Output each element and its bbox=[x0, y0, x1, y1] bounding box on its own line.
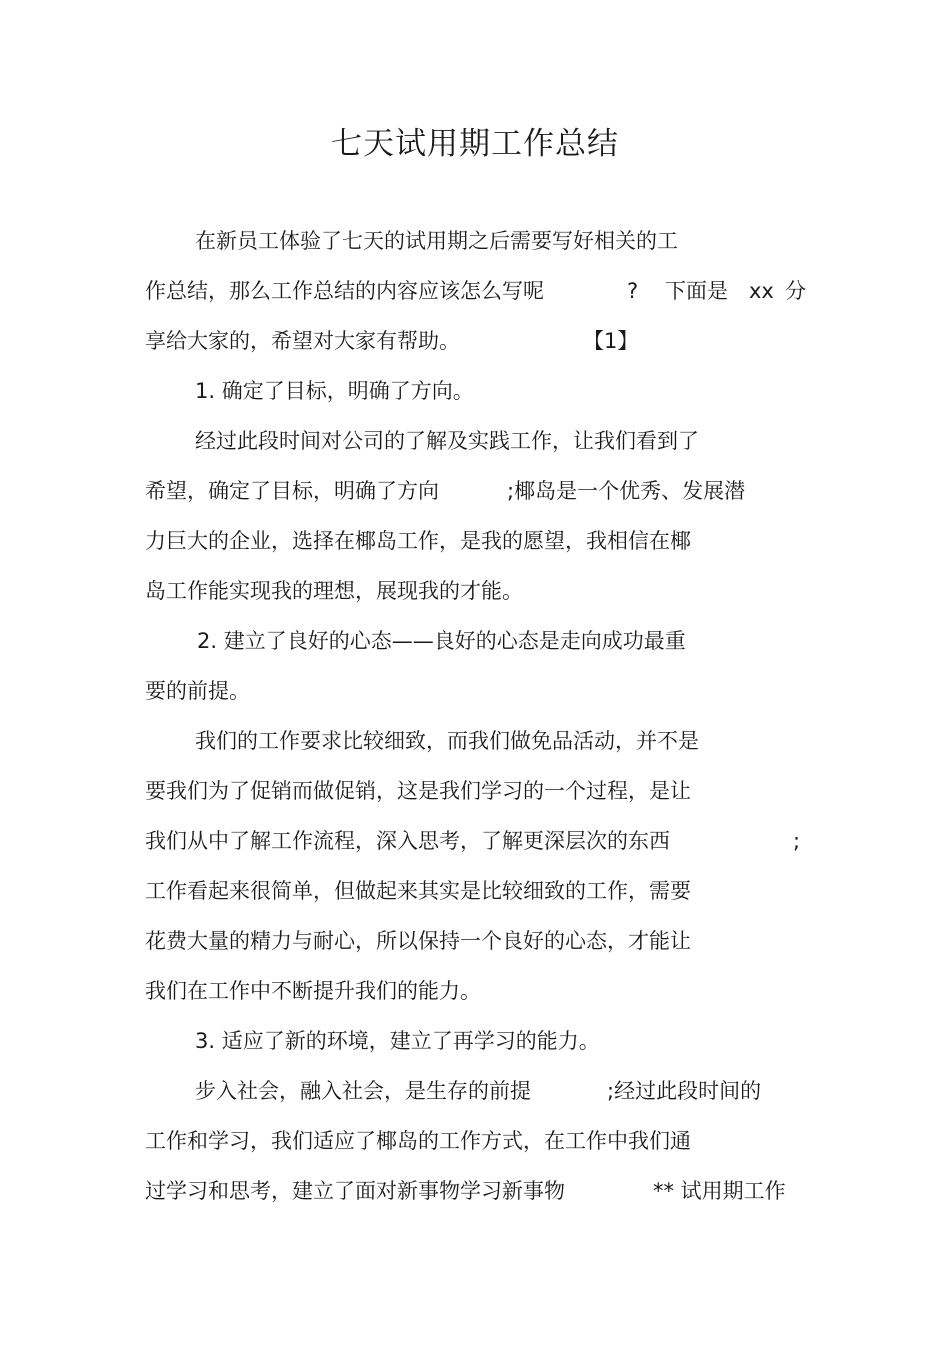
text-segment: 工作看起来很简单，但做起来其实是比较细致的工作，需要 bbox=[145, 879, 691, 903]
text-segment: 我们的工作要求比较细致，而我们做免品活动，并不是 bbox=[195, 729, 699, 753]
text-segment: 要我们为了促销而做促销，这是我们学习的一个过程，是让 bbox=[145, 779, 691, 803]
text-segment: 力巨大的企业，选择在椰岛工作，是我的愿望，我相信在椰 bbox=[145, 529, 691, 553]
text-segment: 希望，确定了目标，明确了方向 bbox=[145, 479, 439, 503]
text-segment: 【1】 bbox=[583, 329, 639, 353]
text-segment: 下面是 bbox=[665, 279, 728, 303]
text-segment: 花费大量的精力与耐心，所以保持一个良好的心态，才能让 bbox=[145, 929, 691, 953]
text-segment: 经过此段时间对公司的了解及实践工作，让我们看到了 bbox=[195, 429, 699, 453]
text-segment: ? bbox=[627, 279, 639, 303]
text-segment: ;经过此段时间的 bbox=[607, 1079, 762, 1103]
text-segment: 岛工作能实现我的理想，展现我的才能。 bbox=[145, 579, 523, 603]
text-segment: 3. 适应了新的环境，建立了再学习的能力。 bbox=[195, 1029, 600, 1053]
text-segment: 1. 确定了目标，明确了方向。 bbox=[195, 379, 474, 403]
text-segment: ;椰岛是一个优秀、发展潜 bbox=[507, 479, 746, 503]
text-segment: 过学习和思考，建立了面对新事物学习新事物 bbox=[145, 1179, 565, 1203]
text-segment: 要的前提。 bbox=[145, 679, 250, 703]
text-segment: xx bbox=[749, 279, 774, 303]
page-title: 七天试用期工作总结 bbox=[331, 126, 619, 162]
text-segment: 步入社会，融入社会，是生存的前提 bbox=[195, 1079, 531, 1103]
text-segment: 作总结，那么工作总结的内容应该怎么写呢 bbox=[145, 279, 544, 303]
text-segment: ; bbox=[793, 829, 801, 853]
text-segment: 在新员工体验了七天的试用期之后需要写好相关的工 bbox=[195, 229, 678, 253]
text-segment: 2. 建立了良好的心态——良好的心态是走向成功最重 bbox=[197, 629, 686, 653]
text-segment: 享给大家的，希望对大家有帮助。 bbox=[145, 329, 460, 353]
text-segment: 分 bbox=[785, 279, 806, 303]
text-segment: 工作和学习，我们适应了椰岛的工作方式，在工作中我们通 bbox=[145, 1129, 691, 1153]
text-segment: 我们从中了解工作流程，深入思考，了解更深层次的东西 bbox=[145, 829, 670, 853]
text-segment: ** 试用期工作 bbox=[653, 1179, 786, 1203]
text-segment: 我们在工作中不断提升我们的能力。 bbox=[145, 979, 481, 1003]
